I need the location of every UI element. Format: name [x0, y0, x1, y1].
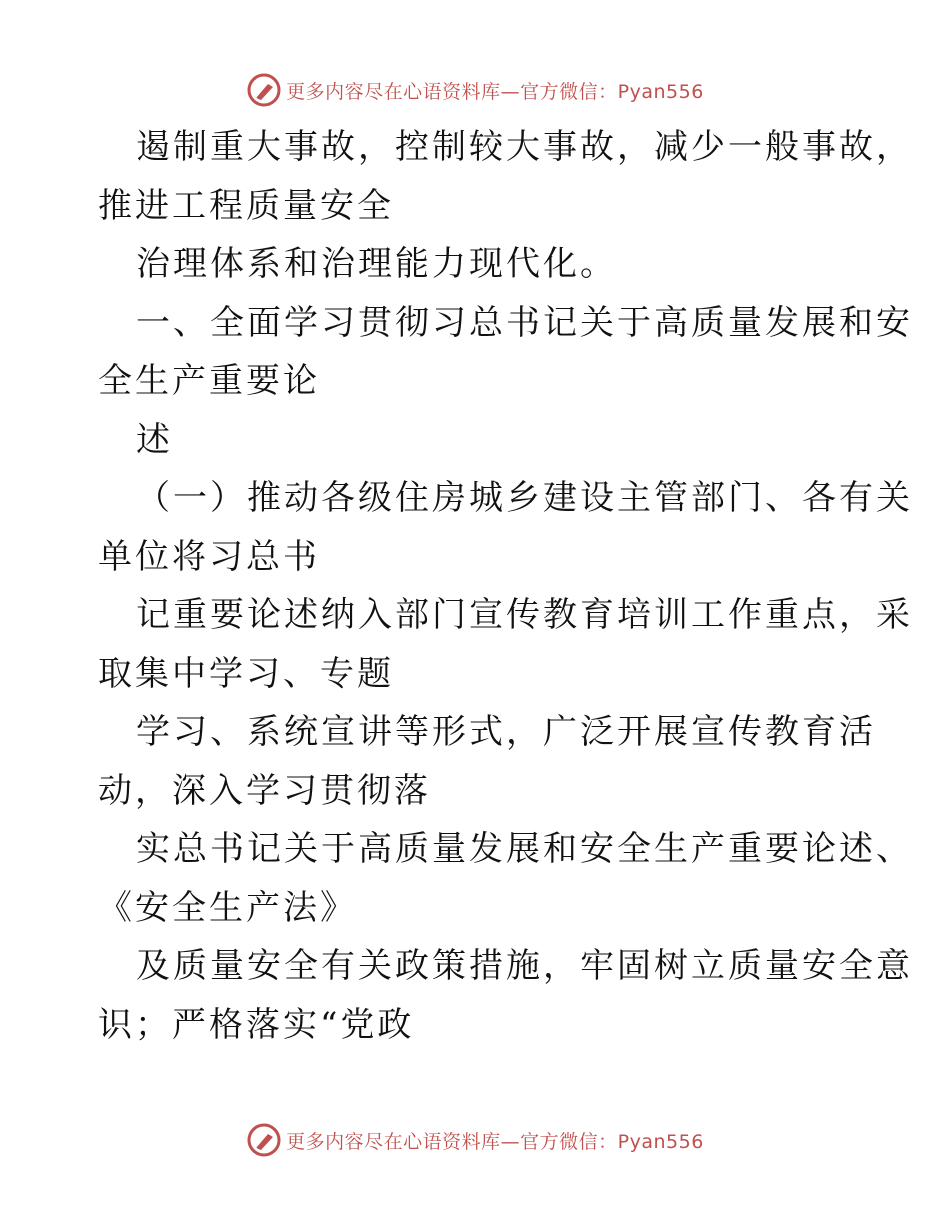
- text-line: 记重要论述纳入部门宣传教育培训工作重点，采: [136, 595, 913, 635]
- pen-logo-icon: [246, 72, 282, 108]
- text-line: 单位将习总书: [98, 536, 320, 577]
- header-banner: [0, 68, 950, 112]
- text-line: 动，深入学习贯彻落: [98, 770, 431, 811]
- text-line: 《安全生产法》: [98, 887, 357, 928]
- text-line: 学习、系统宣讲等形式，广泛开展宣传教育活: [136, 712, 876, 752]
- text-line: （一）推动各级住房城乡建设主管部门、各有关: [136, 478, 913, 518]
- document-body: [98, 118, 913, 1054]
- text-line: 识；严格落实“党政: [98, 1004, 415, 1045]
- text-line: 及质量安全有关政策措施，牢固树立质量安全意: [136, 946, 913, 986]
- header-banner-text: 更多内容尽在心语资料库—官方微信：Pyan556: [286, 80, 704, 103]
- text-line: 一、全面学习贯彻习总书记关于高质量发展和安: [136, 302, 913, 343]
- text-line: 遏制重大事故，控制较大事故，减少一般事故，: [136, 127, 913, 167]
- text-line: 治理体系和治理能力现代化。: [136, 244, 617, 284]
- text-line: 全生产重要论: [98, 361, 320, 401]
- text-line: 推进工程质量安全: [98, 185, 394, 226]
- text-line: 述: [136, 419, 173, 460]
- footer-banner: [0, 1118, 950, 1162]
- text-line: 实总书记关于高质量发展和安全生产重要论述、: [136, 829, 913, 869]
- footer-banner-text: 更多内容尽在心语资料库—官方微信：Pyan556: [286, 1130, 704, 1153]
- pen-logo-icon: [246, 1122, 282, 1158]
- text-line: 取集中学习、专题: [98, 653, 394, 694]
